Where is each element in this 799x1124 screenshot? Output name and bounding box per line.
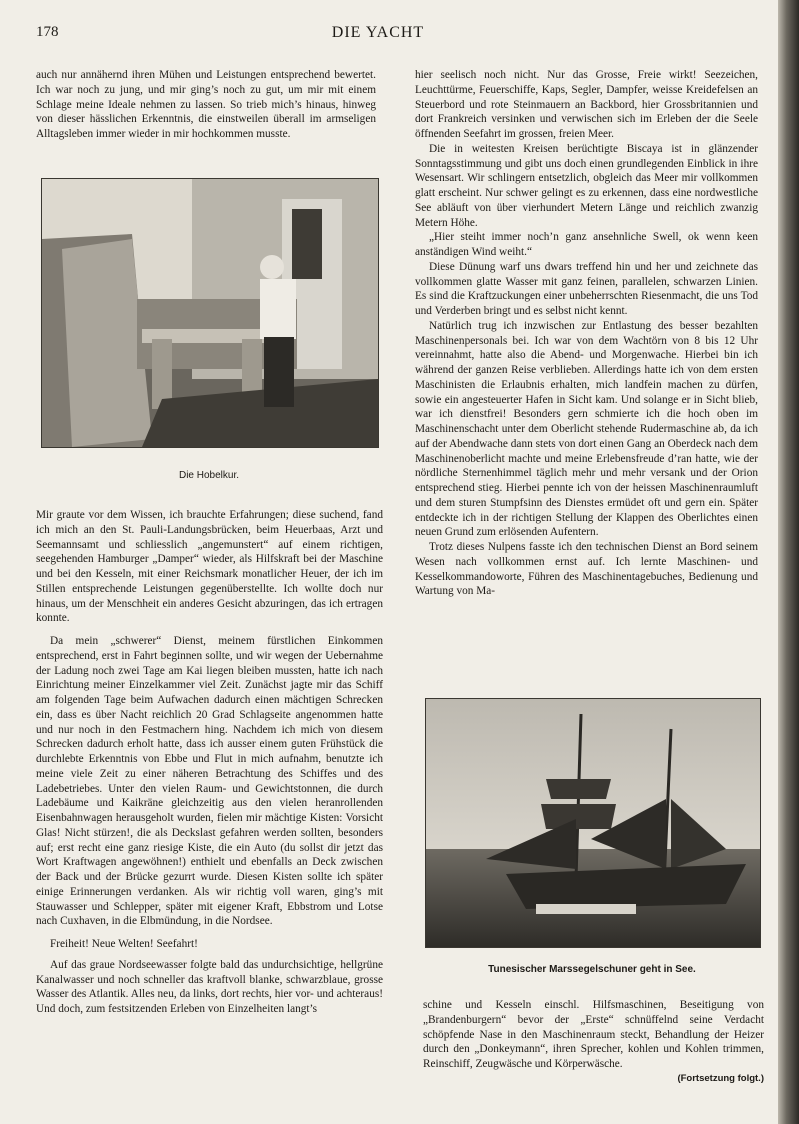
continuation-note: (Fortsetzung folgt.) bbox=[677, 1072, 764, 1084]
book-spine-edge bbox=[778, 0, 799, 1124]
photo-caption-hobelkur: Die Hobelkur. bbox=[178, 470, 240, 481]
photo-schooner bbox=[425, 698, 761, 948]
right-column-bottom bbox=[423, 998, 764, 1087]
paragraph: Da mein „schwerer“ Dienst, meinem fürstlichen Einkommen entsprechend, erst in Fahrt beginnen sollte, und wir wegen der Uebernahme der Ladung noch zwei Tage am Kai liegen bleiben mussten, hatte ich nach Einrichtung meiner Einzelkammer viel Zeit. Zunächst jagte mir das Schiff am folgenden Tage beim Aufwachen dadurch einen mächtigen Schrecken ein, dass es über Nacht reichlich 20 Grad Schlagseite angenommen hatte und nur noch in den Festmachern hing. Nachdem ich mich von diesem Schrecken dadurch erholt hatte, dass ich ausser einem guten Frühstück die durchlebte Erkenntnis von Ebbe und Flut in mich aufnahm, benutzte ich meine viele Zeit zu einer näheren Betrachtung des Schiffes und des Ladebetriebes. Unter den vielen Raum- und Gewichtstonnen, die durch Ladebäume und Kaikräne gleichzeitig aus den vielen heranrollenden Eisenbahnwagen herausgeholt wurden, fielen mir mächtige Kisten: Vorsicht Glas! Nicht stürzen!, die als Deckslast gefahren werden sollten, besonders auf; erst recht eine ganz riesige Kiste, die ein Auto (du sollst dir jetzt das Wort Kraftwagen angewöhnen!) enthielt und ebenfalls an Deck zwischen der Back und der Brücke gezurrt wurde. Diesen Kisten sollte ich später einige Erinnerungen verdanken. Als wir richtig voll waren, ging’s mit Stauwasser und Schlepper, später mit eigener Kraft, Ebbstrom und Lotse nach Cuxhaven, in die Elbmündung, in die Nordsee. bbox=[36, 635, 383, 928]
journal-title: DIE YACHT bbox=[331, 24, 425, 41]
paragraph: Freiheit! Neue Welten! Seefahrt! bbox=[50, 938, 198, 950]
paragraph: Auf das graue Nordseewasser folgte bald das undurchsichtige, hellgrüne Kanalwasser und noch schneller das kraftvoll blanke, schwarzblaue, grosse Wasser des Atlantik. Alles neu, da links, dort rechts, hier vor- und achteraus! Und doch, zum festsitzenden Erleben von Einzelheiten langt’s bbox=[36, 958, 383, 1015]
page-number: 178 bbox=[36, 24, 59, 40]
paragraph: Diese Dünung warf uns dwars treffend hin und her und zeichnete das vollkommen glatte Wasser mit ganz feinen, parallelen, schwarzen Linien. Es sind die Kraftzuckungen einer unbeherrschten Riesenmacht, die uns Tod und Verderben bringt und es selbst nicht kennt. bbox=[415, 260, 758, 317]
photo-caption-schooner: Tunesischer Marssegelschuner geht in See. bbox=[488, 964, 696, 975]
paragraph: „Hier steiht immer noch’n ganz ansehnliche Swell, ok wenn keen anständigen Wind weiht.“ bbox=[415, 231, 758, 258]
paragraph: Die in weitesten Kreisen berüchtigte Biscaya ist in glänzender Sonntagsstimmung und gibt uns doch einen grundlegenden Einblick in ihre Wesensart. Wir schlingern entsetzlich, obgleich das Meer mir vollkommen glatt erscheint. Nur schwer gelingt es zu erkennen, dass eine nordwestliche See abläuft von über vierhundert Metern Länge und reichlich zwanzig Metern Höhe. bbox=[415, 142, 758, 229]
photo-schooner-image bbox=[426, 699, 760, 947]
paragraph: Mir graute vor dem Wissen, ich brauchte Erfahrungen; diese suchend, fand ich mich an den St. Pauli-Landungsbrücken, beim Heuerbaas, Arzt und Seemannsamt und schliesslich „angemunstert“ auf einem richtigen, seegehenden Hamburger „Damper“ wieder, als Hilfskraft bei der Maschine und bei den Kesseln, mit einer Reichsmark monatlicher Heuer, der ich im Stillen entsprechende Leistungen gegenüberstellte. Ich wollte doch nur hinaus, um der Menschheit ein anderes Gesicht abzuringen, das ich ertragen konnte. bbox=[36, 509, 383, 625]
page-header bbox=[36, 24, 720, 46]
paragraph: schine und Kesseln einschl. Hilfsmaschinen, Beseitigung von „Brandenburgern“ bevor der „Erste“ schnüffelnd seine Verdacht schöpfende Nase in den Maschinenraum steckt, Behandlung der Heizer durch den „Donkeymann“, ihren Sprecher, kohlen und Kohlen trimmen, Reinschiff, Zeugwäsche und Körperwäsche. bbox=[423, 999, 764, 1070]
left-column-main bbox=[36, 508, 383, 1017]
paragraph: Trotz dieses Nulpens fasste ich den technischen Dienst an Bord seinem Wesen nach vollkommen ernst auf. Ich lernte Maschinen- und Kesselkommandoworte, Führen des Maschinentagebuches, Bedienung und Wartung von Ma- bbox=[415, 541, 758, 598]
paragraph: hier seelisch noch nicht. Nur das Grosse, Freie wirkt! Seezeichen, Leuchttürme, Feuerschiffe, Kaps, Segler, Dampfer, weisse Kreidefelsen an Steuerbord und rote Steinmauern an Backbord, hier Grossbritannien und dort Frankreich versinken und verwischen sich im Erleben der die Seele öffnenden Seefahrt im grossen, freien Meer. bbox=[415, 69, 758, 140]
right-column-top bbox=[415, 68, 758, 599]
left-column-top bbox=[36, 68, 376, 142]
photo-hobelkur-image bbox=[42, 179, 378, 447]
paragraph: auch nur annähernd ihren Mühen und Leistungen entsprechend bewertet. Ich war noch zu jung, und mir ging’s noch zu gut, um mir mit einem Schlage meine Ideale nehmen zu lassen. So trieb mich’s hinaus, hinweg von dieser hässlichen Erkenntnis, die einstweilen überall im armseligen Alltagsleben immer wieder in mir hochkommen musste. bbox=[36, 69, 376, 140]
paragraph: Natürlich trug ich inzwischen zur Entlastung des besser bezahlten Maschinenpersonals bei. Ich war von dem Wachtörn von 8 bis 12 Uhr vereinnahmt, hatte also die Abend- und Morgenwache. Hierbei bin ich während der ganzen Reise verblieben. Allerdings hatte ich von dem ersten Maschinisten die Erlaubnis erhalten, mich landfein machen zu dürfen, sowie ein angesteuerter Hafen in Sicht kam. Und solange er in Sicht blieb, war ich dienstfrei! Besonders gern schmierte ich die hoch oben im Maschinenschacht unter dem Oberlicht stehende Rudermaschine ab, da ich auf der Abendwache dann stets von dort einen Gang an Oberdeck nach dem Maschinenoberlicht machte und meine Erlebensfreude d’ran hatte, wie der nördliche Sternenhimmel täglich mehr und mehr versank und der Orion entsprechend stieg. Hierbei pennte ich von der heissen Maschinenraumluft und dem sturen Stumpfsinn des Dienstes ermüdet oft und gern ein. Später entdeckte ich in der richtigen Stellung der Klappen des Oberlichtes einen neuen Grund zum erlösenden Aufentern. bbox=[415, 319, 758, 539]
photo-hobelkur bbox=[41, 178, 379, 448]
